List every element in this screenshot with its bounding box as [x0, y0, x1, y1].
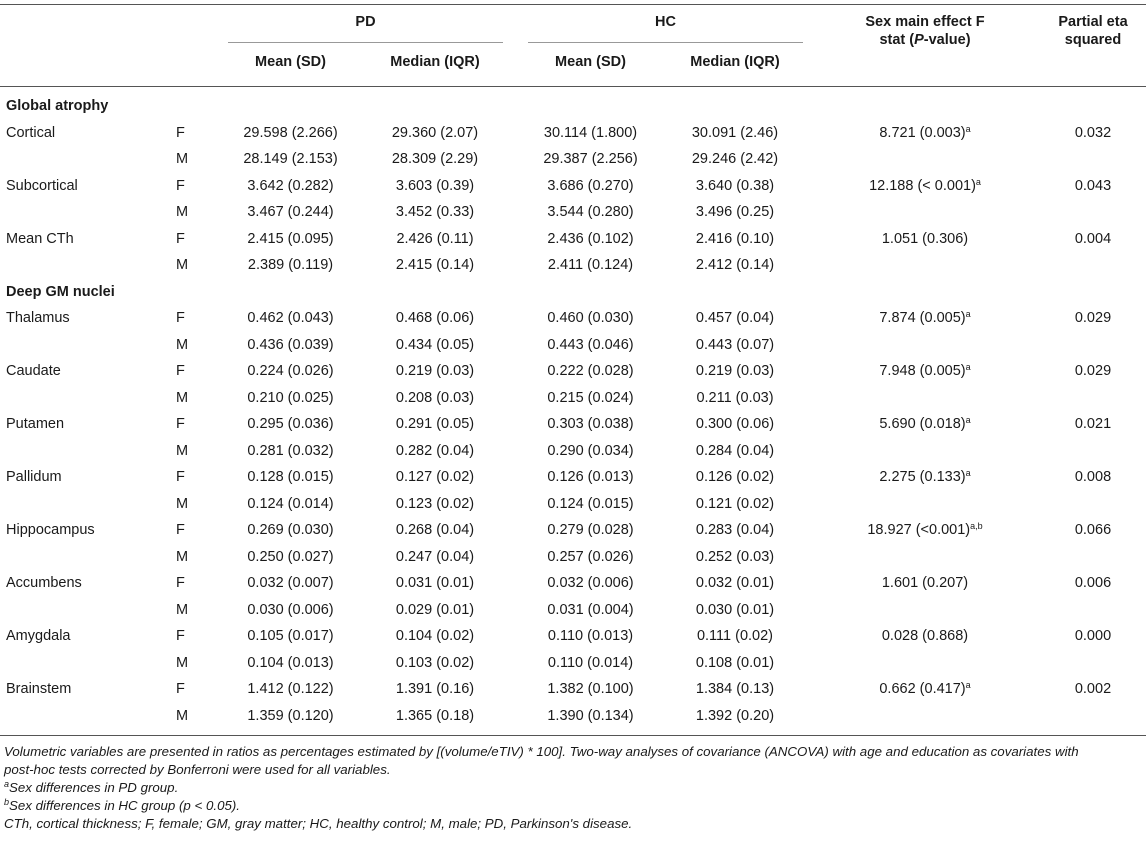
sex-label: M [176, 654, 189, 671]
value-cell: 0.279 (0.028) [547, 522, 634, 538]
sex-label: M [176, 336, 189, 353]
table-row [0, 199, 1146, 225]
sex-label: M [176, 495, 189, 512]
footnotes [4, 743, 1142, 833]
value-cell: 0.252 (0.03) [695, 548, 775, 565]
variable-name: Hippocampus [6, 522, 95, 538]
sex-label: M [176, 707, 189, 724]
value-cell: 0.269 (0.030) [247, 522, 334, 538]
value-cell: 0.457 (0.04) [695, 310, 775, 326]
section-title: Global atrophy [6, 98, 109, 114]
value-cell: 0.443 (0.07) [695, 336, 775, 353]
value-cell: 2.389 (0.119) [247, 257, 334, 273]
value-cell: 0.282 (0.04) [395, 442, 475, 459]
value-cell: 0.208 (0.03) [395, 389, 475, 406]
f-stat-cell: 18.927 (<0.001)$^{a,b}$ [867, 521, 983, 538]
footnote-marker: a [975, 176, 981, 187]
header-hc: HC [655, 14, 676, 30]
footnote-marker: a [965, 123, 971, 134]
variable-name: Brainstem [6, 681, 72, 697]
value-cell: 0.283 (0.04) [695, 522, 775, 538]
value-cell: 0.215 (0.024) [547, 389, 634, 406]
value-cell: 0.210 (0.025) [247, 389, 334, 406]
header-pd: PD [355, 14, 376, 30]
table-row [0, 676, 1146, 702]
value-cell: 3.642 (0.282) [247, 177, 334, 194]
value-cell: 3.640 (0.38) [695, 177, 775, 194]
value-cell: 0.247 (0.04) [395, 548, 475, 565]
eta-cell: 0.066 [1074, 522, 1112, 538]
value-cell: 0.290 (0.034) [547, 442, 634, 459]
value-cell: 0.105 (0.017) [247, 628, 334, 644]
footnote-marker: a [965, 468, 971, 478]
value-cell: 0.436 (0.039) [247, 336, 334, 353]
value-cell: 0.462 (0.043) [247, 310, 334, 326]
value-cell: 0.126 (0.02) [695, 469, 775, 485]
value-cell: 1.392 (0.20) [695, 707, 775, 724]
value-cell: 1.359 (0.120) [247, 707, 334, 724]
value-cell: 0.281 (0.032) [247, 442, 334, 459]
value-cell: 0.030 (0.01) [695, 601, 775, 618]
value-cell: 0.295 (0.036) [247, 416, 334, 432]
value-cell: 0.468 (0.06) [395, 310, 475, 326]
value-cell: 30.114 (1.800) [543, 124, 638, 141]
f-stat-cell: 1.051 (0.306) [881, 230, 969, 247]
value-cell: 29.387 (2.256) [543, 151, 638, 167]
value-cell: 0.268 (0.04) [395, 522, 475, 538]
table-row [0, 464, 1146, 490]
table-row [0, 544, 1146, 570]
value-cell: 2.412 (0.14) [695, 257, 775, 273]
value-cell: 0.303 (0.038) [547, 416, 634, 432]
header-pd-median: Median (IQR) [390, 54, 480, 70]
value-cell: 0.124 (0.014) [247, 495, 334, 512]
pd-underline [228, 42, 503, 43]
table-row [0, 411, 1146, 437]
table-row [0, 173, 1146, 199]
f-stat-cell: 5.690 $(0.018)^a$ [879, 415, 971, 432]
value-cell: 1.384 (0.13) [695, 681, 775, 697]
header-sex-effect [825, 13, 1025, 49]
table-row [0, 597, 1146, 623]
value-cell: 0.110 (0.014) [547, 654, 634, 671]
table-row [0, 491, 1146, 517]
value-cell: 3.686 (0.270) [547, 177, 634, 194]
value-cell: 1.382 (0.100) [547, 681, 634, 697]
eta-cell: 0.000 [1074, 628, 1112, 644]
value-cell: 2.415 (0.14) [395, 257, 475, 273]
value-cell: 0.434 (0.05) [395, 336, 475, 353]
f-stat-cell: 8.721 $(0.003)^a$ [879, 123, 971, 141]
variable-name: Amygdala [6, 628, 71, 644]
value-cell: 0.032 (0.007) [247, 575, 334, 591]
value-cell: 0.029 (0.01) [395, 601, 475, 618]
sex-label: M [176, 257, 189, 273]
eta-cell: 0.006 [1074, 575, 1112, 591]
value-cell: 3.496 (0.25) [695, 204, 775, 220]
table-row [0, 570, 1146, 596]
f-stat-cell: 1.601 (0.207) [881, 575, 969, 591]
f-stat-cell: 0.662 $(0.417)^a$ [879, 680, 971, 697]
value-cell: 0.291 (0.05) [395, 416, 475, 432]
table-row [0, 252, 1146, 278]
value-cell: 0.108 (0.01) [695, 654, 775, 671]
sex-label: M [176, 442, 189, 459]
table-row [0, 120, 1146, 146]
eta-cell: 0.002 [1074, 681, 1112, 697]
value-cell: 0.103 (0.02) [395, 654, 475, 671]
eta-cell: 0.043 [1074, 177, 1112, 194]
eta-cell: 0.008 [1074, 469, 1112, 485]
variable-name: Putamen [6, 416, 65, 432]
value-cell: 0.104 (0.013) [247, 654, 334, 671]
footnote-marker: a [965, 309, 971, 319]
footnote-note-line2: post-hoc tests corrected by Bonferroni were used for all variables. [4, 762, 391, 777]
value-cell: 0.224 (0.026) [247, 363, 334, 379]
value-cell: 0.219 (0.03) [695, 363, 775, 379]
sex-label: F [176, 177, 185, 194]
value-cell: 29.360 (2.07) [391, 124, 479, 141]
table-row [0, 703, 1146, 729]
variable-name: Subcortical [6, 177, 78, 194]
header-bottom-rule [0, 86, 1146, 87]
value-cell: 0.211 (0.03) [696, 389, 774, 406]
sex-label: F [176, 575, 185, 591]
value-cell: 0.443 (0.046) [547, 336, 634, 353]
variable-name: Cortical [6, 124, 56, 141]
value-cell: 0.222 (0.028) [547, 363, 634, 379]
f-stat-cell: 0.028 (0.868) [881, 628, 969, 644]
section-title: Deep GM nuclei [6, 283, 115, 300]
value-cell: 0.104 (0.02) [395, 628, 475, 644]
hc-underline [528, 42, 803, 43]
sex-label: M [176, 548, 189, 565]
value-cell: 3.452 (0.33) [395, 204, 475, 220]
value-cell: 2.426 (0.11) [396, 230, 474, 247]
variable-name: Pallidum [6, 469, 62, 485]
footnote-b: $^b$Sex differences in HC group (p < 0.05). [4, 797, 240, 813]
table-row [0, 438, 1146, 464]
value-cell: 2.436 (0.102) [547, 230, 634, 247]
value-cell: 0.219 (0.03) [395, 363, 475, 379]
footnote-abbreviations: CTh, cortical thickness; F, female; GM, gray matter; HC, healthy control; M, male; PD, Parkinson's disease. [4, 816, 633, 831]
f-stat-cell: 2.275 $(0.133)^a$ [879, 468, 971, 485]
value-cell: 0.032 (0.006) [547, 575, 634, 591]
value-cell: 0.031 (0.004) [547, 601, 634, 618]
value-cell: 29.246 (2.42) [691, 151, 779, 167]
value-cell: 0.032 (0.01) [695, 575, 775, 591]
footnote-marker: a [965, 415, 971, 425]
eta-cell: 0.004 [1074, 230, 1112, 247]
value-cell: 2.416 (0.10) [695, 230, 775, 247]
table-top-rule [0, 4, 1146, 5]
value-cell: 29.598 (2.266) [243, 124, 338, 141]
footnote-note-line1: Volumetric variables are presented in ratios as percentages estimated by [(volume/eTIV) * 100]. Two-way analyses of covariance (ANCOVA) with age and education as covariates with [4, 744, 1079, 759]
sex-label: F [176, 681, 185, 697]
header-hc-median: Median (IQR) [690, 54, 780, 70]
value-cell: 0.460 (0.030) [547, 310, 634, 326]
value-cell: 0.123 (0.02) [395, 495, 475, 512]
footnote-a: $^a$Sex differences in PD group. [4, 779, 179, 795]
value-cell: 0.030 (0.006) [247, 601, 334, 618]
table-row [0, 305, 1146, 331]
sex-label: F [176, 628, 185, 644]
value-cell: 3.467 (0.244) [247, 204, 334, 220]
value-cell: 0.031 (0.01) [395, 575, 475, 591]
value-cell: 1.412 (0.122) [247, 681, 334, 697]
table-row [0, 623, 1146, 649]
table-row [0, 358, 1146, 384]
sex-label: F [176, 230, 185, 247]
value-cell: 0.128 (0.015) [247, 469, 334, 485]
sex-label: M [176, 204, 189, 220]
eta-cell: 0.021 [1074, 416, 1112, 432]
sex-label: F [176, 363, 185, 379]
value-cell: 1.390 (0.134) [547, 707, 634, 724]
variable-name: Thalamus [6, 310, 70, 326]
table-row [0, 385, 1146, 411]
variable-name: Mean CTh [6, 230, 74, 247]
header-sex-effect-line2: stat (P-value) [879, 32, 971, 48]
value-cell: 28.149 (2.153) [243, 151, 338, 167]
value-cell: 0.250 (0.027) [247, 548, 334, 565]
value-cell: 0.110 (0.013) [547, 628, 634, 644]
footnote-marker: a,b [970, 521, 983, 531]
value-cell: 28.309 (2.29) [391, 151, 479, 167]
sex-label: F [176, 469, 185, 485]
value-cell: 0.127 (0.02) [395, 469, 475, 485]
sex-label: M [176, 389, 189, 406]
table-row [0, 517, 1146, 543]
sex-label: F [176, 124, 185, 141]
table-bottom-rule [0, 735, 1146, 736]
value-cell: 0.124 (0.015) [547, 495, 634, 512]
f-stat-cell: 12.188 (< 0.001)$^a$ [869, 176, 981, 194]
variable-name: Accumbens [6, 575, 82, 591]
table-row [0, 146, 1146, 172]
value-cell: 0.111 (0.02) [696, 628, 774, 644]
value-cell: 0.121 (0.02) [695, 495, 775, 512]
table-row [0, 226, 1146, 252]
value-cell: 2.411 (0.124) [547, 257, 634, 273]
sex-label: M [176, 601, 189, 618]
f-stat-cell: 7.948 $(0.005)^a$ [879, 362, 971, 379]
value-cell: 0.126 (0.013) [547, 469, 634, 485]
variable-name: Caudate [6, 363, 61, 379]
eta-cell: 0.032 [1074, 124, 1112, 141]
value-cell: 0.284 (0.04) [695, 442, 775, 459]
eta-cell: 0.029 [1074, 310, 1112, 326]
sex-label: F [176, 310, 185, 326]
footnote-marker: a [965, 362, 971, 372]
footnote-marker: a [965, 680, 971, 690]
value-cell: 1.391 (0.16) [395, 681, 475, 697]
eta-cell: 0.029 [1074, 363, 1112, 379]
value-cell: 0.300 (0.06) [695, 416, 775, 432]
header-partial-eta: Partial eta squared [1058, 14, 1128, 48]
value-cell: 0.257 (0.026) [547, 548, 634, 565]
sex-label: F [176, 522, 185, 538]
value-cell: 2.415 (0.095) [247, 230, 334, 247]
f-stat-cell: 7.874 $(0.005)^a$ [879, 309, 971, 326]
value-cell: 1.365 (0.18) [395, 707, 475, 724]
header-pd-mean: Mean (SD) [255, 54, 326, 70]
header-sex-effect-line1: Sex main effect F [865, 14, 985, 30]
table-row [0, 650, 1146, 676]
table-row [0, 332, 1146, 358]
header-hc-mean: Mean (SD) [555, 54, 626, 70]
value-cell: 3.544 (0.280) [547, 204, 634, 220]
sex-label: M [176, 151, 189, 167]
value-cell: 30.091 (2.46) [691, 124, 779, 141]
value-cell: 3.603 (0.39) [395, 177, 475, 194]
sex-label: F [176, 416, 185, 432]
